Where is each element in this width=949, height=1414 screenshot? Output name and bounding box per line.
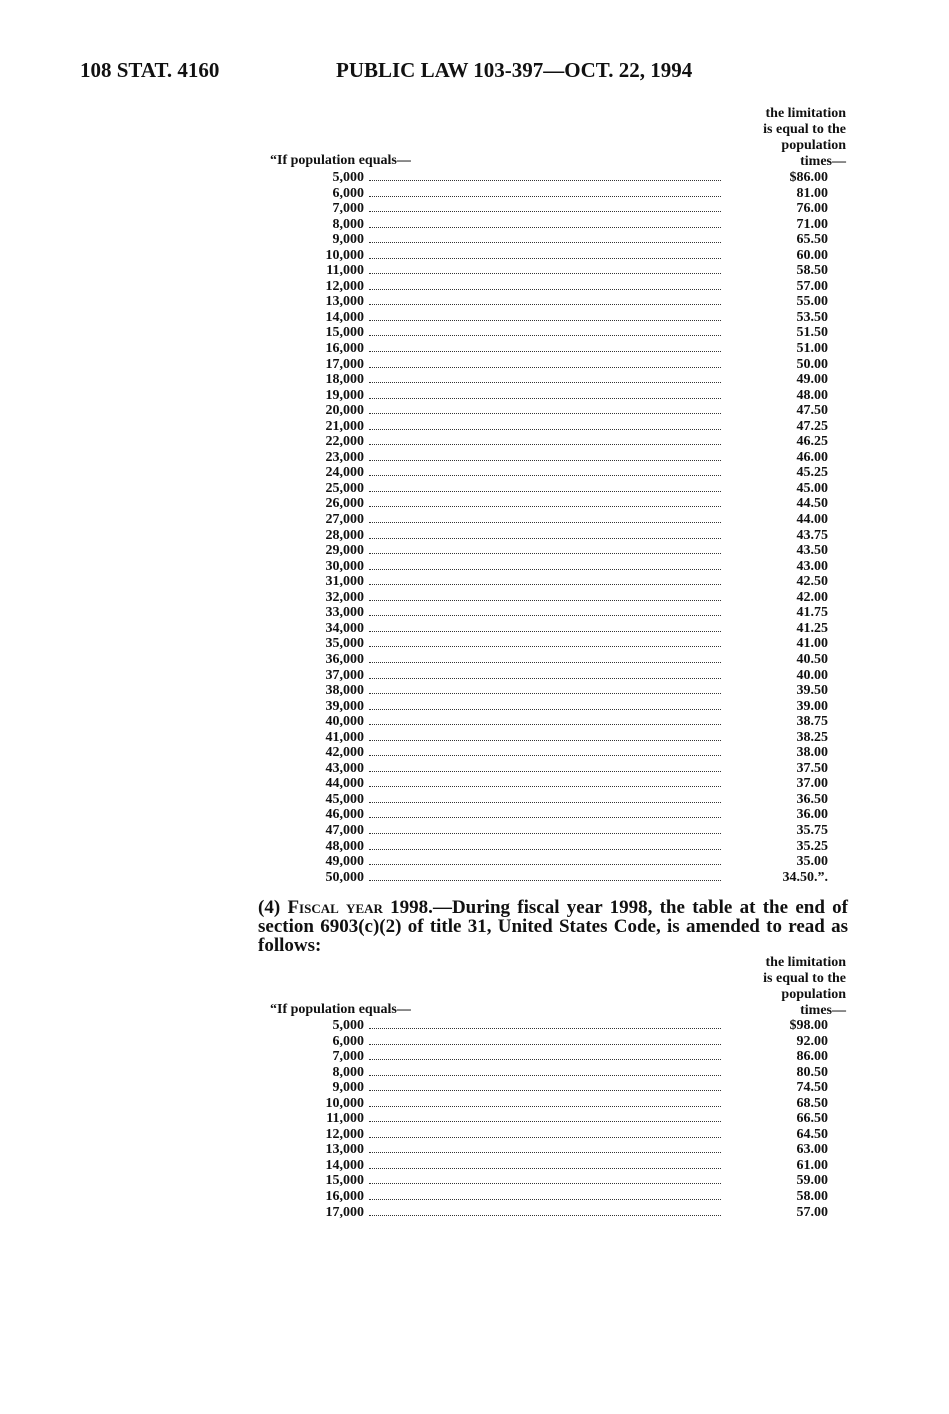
dot-leader bbox=[369, 771, 721, 772]
dot-leader bbox=[369, 304, 721, 305]
dot-leader bbox=[369, 242, 721, 243]
population-value: 33,000 bbox=[325, 605, 364, 621]
limitation-amount: 86.00 bbox=[796, 1049, 828, 1065]
dot-leader bbox=[369, 289, 721, 290]
dot-leader bbox=[369, 864, 721, 865]
limitation-amount: 64.50 bbox=[796, 1126, 828, 1142]
table-row bbox=[265, 823, 850, 839]
population-value: 23,000 bbox=[325, 449, 364, 465]
population-value: 17,000 bbox=[325, 356, 364, 372]
table-row bbox=[265, 357, 850, 373]
limitation-amount: 57.00 bbox=[796, 1204, 828, 1220]
dot-leader bbox=[369, 1137, 721, 1138]
limitation-amount: 47.50 bbox=[796, 403, 828, 419]
dot-leader bbox=[369, 1075, 721, 1076]
population-value: 48,000 bbox=[325, 838, 364, 854]
population-value: 9,000 bbox=[332, 232, 364, 248]
table-row bbox=[265, 310, 850, 326]
population-value: 15,000 bbox=[325, 1173, 364, 1189]
dot-leader bbox=[369, 553, 721, 554]
limitation-amount: 37.50 bbox=[796, 760, 828, 776]
table-row bbox=[265, 1018, 850, 1034]
column-heading bbox=[686, 955, 846, 1019]
table-row bbox=[265, 1096, 850, 1112]
table-row bbox=[265, 170, 850, 186]
column-heading bbox=[686, 106, 846, 170]
population-value: 50,000 bbox=[325, 869, 364, 885]
table-row bbox=[265, 465, 850, 481]
population-value: 36,000 bbox=[325, 651, 364, 667]
column-heading-line: is equal to the bbox=[763, 122, 846, 137]
limitation-amount: 80.50 bbox=[796, 1064, 828, 1080]
population-value: 14,000 bbox=[325, 309, 364, 325]
table-row bbox=[265, 325, 850, 341]
population-value: 19,000 bbox=[325, 387, 364, 403]
limitation-amount: 38.00 bbox=[796, 745, 828, 761]
population-value: 5,000 bbox=[332, 1018, 364, 1033]
table-row bbox=[265, 419, 850, 435]
population-value: 47,000 bbox=[325, 822, 364, 838]
limitation-amount: 66.50 bbox=[796, 1111, 828, 1127]
dot-leader bbox=[369, 1121, 721, 1122]
dot-leader bbox=[369, 1059, 721, 1060]
dot-leader bbox=[369, 398, 721, 399]
limitation-amount: 36.00 bbox=[796, 807, 828, 823]
limitation-amount: 38.25 bbox=[796, 729, 828, 745]
dot-leader bbox=[369, 786, 721, 787]
limitation-amount: $98.00 bbox=[789, 1018, 828, 1033]
dot-leader bbox=[369, 646, 721, 647]
dot-leader bbox=[369, 491, 721, 492]
paragraph-heading: Fiscal year 1998. bbox=[287, 897, 433, 918]
table-row bbox=[265, 403, 850, 419]
limitation-amount: 71.00 bbox=[796, 216, 828, 232]
public-law-title: PUBLIC LAW 103-397—OCT. 22, 1994 bbox=[336, 58, 693, 82]
table-row bbox=[265, 279, 850, 295]
table-row bbox=[265, 621, 850, 637]
table-row bbox=[265, 776, 850, 792]
dot-leader bbox=[369, 475, 721, 476]
table-row bbox=[265, 1049, 850, 1065]
limitation-amount: 35.75 bbox=[796, 822, 828, 838]
table-row bbox=[265, 1080, 850, 1096]
limitation-amount: 49.00 bbox=[796, 372, 828, 388]
table-row bbox=[265, 1127, 850, 1143]
table-row bbox=[265, 792, 850, 808]
population-value: 22,000 bbox=[325, 434, 364, 450]
limitation-amount: 43.50 bbox=[796, 543, 828, 559]
population-value: 8,000 bbox=[332, 1064, 364, 1080]
limitation-amount: 36.50 bbox=[796, 791, 828, 807]
limitation-amount: 58.00 bbox=[796, 1189, 828, 1205]
table-row bbox=[265, 1142, 850, 1158]
limitation-amount: 42.00 bbox=[796, 589, 828, 605]
limitation-amount: 35.25 bbox=[796, 838, 828, 854]
population-value: 43,000 bbox=[325, 760, 364, 776]
table-row bbox=[265, 714, 850, 730]
population-value: 10,000 bbox=[325, 1095, 364, 1111]
column-heading-line: population bbox=[781, 138, 846, 153]
dot-leader bbox=[369, 849, 721, 850]
population-value: 13,000 bbox=[325, 294, 364, 310]
table-row bbox=[265, 699, 850, 715]
limitation-amount: 46.25 bbox=[796, 434, 828, 450]
dot-leader bbox=[369, 227, 721, 228]
limitation-amount: 46.00 bbox=[796, 449, 828, 465]
paragraph-number: (4) bbox=[258, 897, 281, 918]
dot-leader bbox=[369, 1044, 721, 1045]
population-value: 7,000 bbox=[332, 1049, 364, 1065]
population-value: 49,000 bbox=[325, 854, 364, 870]
population-value: 27,000 bbox=[325, 512, 364, 528]
limitation-amount: 51.50 bbox=[796, 325, 828, 341]
population-value: 46,000 bbox=[325, 807, 364, 823]
population-value: 15,000 bbox=[325, 325, 364, 341]
limitation-amount: 60.00 bbox=[796, 247, 828, 263]
population-value: 40,000 bbox=[325, 714, 364, 730]
limitation-amount: 68.50 bbox=[796, 1095, 828, 1111]
limitation-amount: 41.00 bbox=[796, 636, 828, 652]
table-row bbox=[265, 574, 850, 590]
population-value: 5,000 bbox=[332, 170, 364, 185]
limitation-amount: $86.00 bbox=[789, 170, 828, 185]
population-value: 39,000 bbox=[325, 698, 364, 714]
page-header bbox=[0, 58, 949, 88]
dot-leader bbox=[369, 755, 721, 756]
dot-leader bbox=[369, 662, 721, 663]
population-value: 10,000 bbox=[325, 247, 364, 263]
limitation-amount: 44.50 bbox=[796, 496, 828, 512]
population-value: 16,000 bbox=[325, 341, 364, 357]
table-row bbox=[265, 294, 850, 310]
table-row bbox=[265, 1034, 850, 1050]
population-value: 18,000 bbox=[325, 372, 364, 388]
table-row bbox=[265, 528, 850, 544]
table-row bbox=[265, 590, 850, 606]
dot-leader bbox=[369, 1183, 721, 1184]
population-lead-label: “If population equals— bbox=[270, 1002, 411, 1017]
dot-leader bbox=[369, 584, 721, 585]
table-row bbox=[265, 854, 850, 870]
population-value: 13,000 bbox=[325, 1142, 364, 1158]
table-row bbox=[265, 761, 850, 777]
population-value: 28,000 bbox=[325, 527, 364, 543]
dot-leader bbox=[369, 196, 721, 197]
column-heading-line: is equal to the bbox=[763, 971, 846, 986]
dot-leader bbox=[369, 382, 721, 383]
population-value: 45,000 bbox=[325, 791, 364, 807]
population-value: 8,000 bbox=[332, 216, 364, 232]
population-value: 6,000 bbox=[332, 185, 364, 201]
dot-leader bbox=[369, 1168, 721, 1169]
population-value: 25,000 bbox=[325, 480, 364, 496]
population-value: 35,000 bbox=[325, 636, 364, 652]
limitation-amount: 55.00 bbox=[796, 294, 828, 310]
limitation-amount: 47.25 bbox=[796, 418, 828, 434]
table-row bbox=[265, 263, 850, 279]
table-row bbox=[265, 807, 850, 823]
limitation-amount: 44.00 bbox=[796, 512, 828, 528]
column-heading-line: the limitation bbox=[765, 955, 846, 970]
dot-leader bbox=[369, 429, 721, 430]
table-row bbox=[265, 496, 850, 512]
population-value: 21,000 bbox=[325, 418, 364, 434]
table-row bbox=[265, 730, 850, 746]
population-value: 37,000 bbox=[325, 667, 364, 683]
limitation-amount: 39.50 bbox=[796, 683, 828, 699]
dot-leader bbox=[369, 615, 721, 616]
table-row bbox=[265, 341, 850, 357]
table-row bbox=[265, 232, 850, 248]
dot-leader bbox=[369, 444, 721, 445]
column-heading-line: times— bbox=[800, 1003, 846, 1018]
table-row bbox=[265, 605, 850, 621]
population-value: 11,000 bbox=[326, 263, 364, 279]
population-value: 44,000 bbox=[325, 776, 364, 792]
table-row bbox=[265, 388, 850, 404]
population-value: 16,000 bbox=[325, 1189, 364, 1205]
dot-leader bbox=[369, 724, 721, 725]
dot-leader bbox=[369, 1199, 721, 1200]
limitation-amount: 74.50 bbox=[796, 1080, 828, 1096]
table-row bbox=[265, 372, 850, 388]
limitation-amount: 81.00 bbox=[796, 185, 828, 201]
table-row bbox=[265, 434, 850, 450]
limitation-amount: 40.00 bbox=[796, 667, 828, 683]
population-value: 6,000 bbox=[332, 1033, 364, 1049]
limitation-amount: 59.00 bbox=[796, 1173, 828, 1189]
limitation-amount: 42.50 bbox=[796, 574, 828, 590]
table-row bbox=[265, 745, 850, 761]
dot-leader bbox=[369, 569, 721, 570]
limitation-amount: 45.00 bbox=[796, 480, 828, 496]
dot-leader bbox=[369, 351, 721, 352]
limitation-amount: 43.75 bbox=[796, 527, 828, 543]
dot-leader bbox=[369, 1152, 721, 1153]
limitation-amount: 45.25 bbox=[796, 465, 828, 481]
dot-leader bbox=[369, 1028, 721, 1029]
limitation-amount: 35.00 bbox=[796, 854, 828, 870]
dot-leader bbox=[369, 506, 721, 507]
limitation-amount: 92.00 bbox=[796, 1033, 828, 1049]
dot-leader bbox=[369, 1090, 721, 1091]
limitation-amount: 65.50 bbox=[796, 232, 828, 248]
dot-leader bbox=[369, 273, 721, 274]
population-value: 7,000 bbox=[332, 201, 364, 217]
limitation-amount: 51.00 bbox=[796, 341, 828, 357]
dot-leader bbox=[369, 709, 721, 710]
table-row bbox=[265, 839, 850, 855]
dot-leader bbox=[369, 631, 721, 632]
table-row bbox=[265, 543, 850, 559]
table-row bbox=[265, 652, 850, 668]
column-heading-line: times— bbox=[800, 154, 846, 169]
dot-leader bbox=[369, 320, 721, 321]
population-value: 12,000 bbox=[325, 1126, 364, 1142]
table-row bbox=[265, 1189, 850, 1205]
table-2-rows bbox=[265, 1018, 850, 1220]
dot-leader bbox=[369, 538, 721, 539]
table-row bbox=[265, 186, 850, 202]
population-value: 42,000 bbox=[325, 745, 364, 761]
dot-leader bbox=[369, 678, 721, 679]
limitation-amount: 37.00 bbox=[796, 776, 828, 792]
population-value: 38,000 bbox=[325, 683, 364, 699]
dot-leader bbox=[369, 522, 721, 523]
population-value: 24,000 bbox=[325, 465, 364, 481]
population-value: 14,000 bbox=[325, 1157, 364, 1173]
population-value: 26,000 bbox=[325, 496, 364, 512]
limitation-amount: 57.00 bbox=[796, 278, 828, 294]
limitation-amount: 34.50.”. bbox=[782, 869, 828, 885]
table-row bbox=[265, 870, 850, 886]
dot-leader bbox=[369, 180, 721, 181]
limitation-amount: 40.50 bbox=[796, 651, 828, 667]
population-value: 12,000 bbox=[325, 278, 364, 294]
dot-leader bbox=[369, 413, 721, 414]
population-value: 32,000 bbox=[325, 589, 364, 605]
table-1-rows bbox=[265, 170, 850, 885]
limitation-amount: 50.00 bbox=[796, 356, 828, 372]
population-value: 11,000 bbox=[326, 1111, 364, 1127]
table-row bbox=[265, 512, 850, 528]
limitation-amount: 43.00 bbox=[796, 558, 828, 574]
column-heading-line: the limitation bbox=[765, 106, 846, 121]
table-row bbox=[265, 450, 850, 466]
dot-leader bbox=[369, 211, 721, 212]
dot-leader bbox=[369, 833, 721, 834]
population-value: 9,000 bbox=[332, 1080, 364, 1096]
table-row bbox=[265, 1173, 850, 1189]
population-value: 41,000 bbox=[325, 729, 364, 745]
dot-leader bbox=[369, 802, 721, 803]
table-row bbox=[265, 1065, 850, 1081]
dot-leader bbox=[369, 1215, 721, 1216]
table-row bbox=[265, 481, 850, 497]
limitation-amount: 53.50 bbox=[796, 309, 828, 325]
dot-leader bbox=[369, 693, 721, 694]
limitation-amount: 58.50 bbox=[796, 263, 828, 279]
table-row bbox=[265, 1205, 850, 1221]
population-lead-label: “If population equals— bbox=[270, 153, 411, 168]
population-value: 20,000 bbox=[325, 403, 364, 419]
limitation-amount: 61.00 bbox=[796, 1157, 828, 1173]
limitation-amount: 41.25 bbox=[796, 620, 828, 636]
dot-leader bbox=[369, 1106, 721, 1107]
population-value: 17,000 bbox=[325, 1204, 364, 1220]
limitation-amount: 39.00 bbox=[796, 698, 828, 714]
table-row bbox=[265, 1111, 850, 1127]
table-row bbox=[265, 217, 850, 233]
population-value: 31,000 bbox=[325, 574, 364, 590]
population-value: 30,000 bbox=[325, 558, 364, 574]
stat-citation: 108 STAT. 4160 bbox=[80, 58, 220, 82]
column-heading-line: population bbox=[781, 987, 846, 1002]
table-row bbox=[265, 1158, 850, 1174]
population-value: 34,000 bbox=[325, 620, 364, 636]
table-row bbox=[265, 248, 850, 264]
dot-leader bbox=[369, 460, 721, 461]
table-row bbox=[265, 201, 850, 217]
dot-leader bbox=[369, 600, 721, 601]
limitation-amount: 63.00 bbox=[796, 1142, 828, 1158]
dot-leader bbox=[369, 335, 721, 336]
dot-leader bbox=[369, 880, 721, 881]
paragraph-body: —During fiscal year 1998, the table at the end of section 6903(c)(2) of title 31, United States Code, is amended to read as follows: bbox=[258, 897, 848, 956]
population-value: 29,000 bbox=[325, 543, 364, 559]
table-row bbox=[265, 636, 850, 652]
dot-leader bbox=[369, 258, 721, 259]
table-row bbox=[265, 559, 850, 575]
dot-leader bbox=[369, 367, 721, 368]
limitation-amount: 41.75 bbox=[796, 605, 828, 621]
limitation-amount: 38.75 bbox=[796, 714, 828, 730]
limitation-amount: 76.00 bbox=[796, 201, 828, 217]
dot-leader bbox=[369, 817, 721, 818]
table-row bbox=[265, 668, 850, 684]
paragraph-fiscal-year-1998 bbox=[258, 898, 848, 955]
dot-leader bbox=[369, 740, 721, 741]
table-row bbox=[265, 683, 850, 699]
limitation-amount: 48.00 bbox=[796, 387, 828, 403]
